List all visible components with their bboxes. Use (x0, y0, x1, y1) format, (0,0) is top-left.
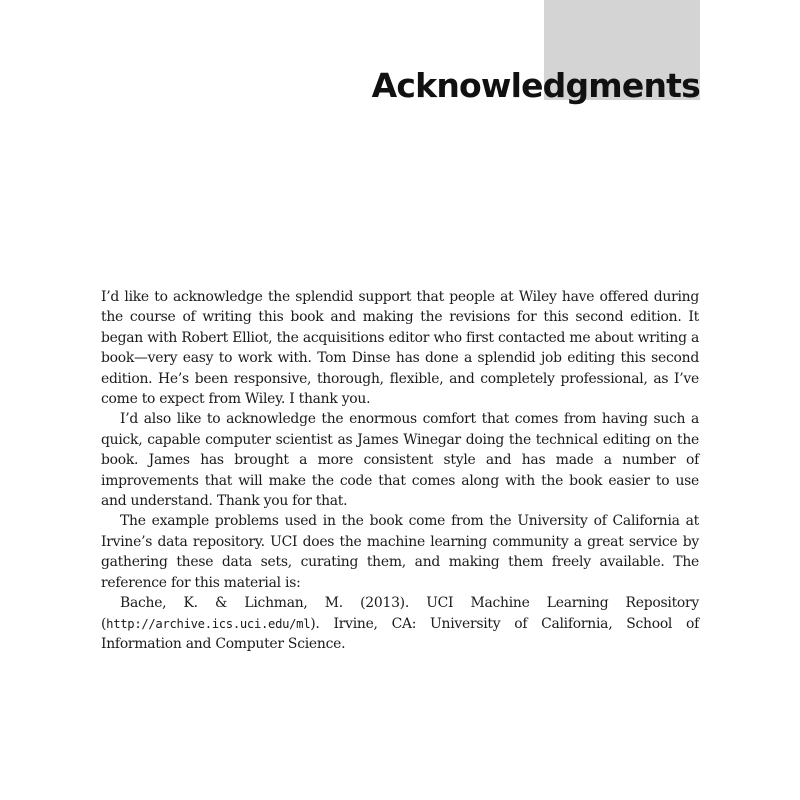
acknowledgments-body (101, 287, 699, 654)
chapter-title: Acknowledgments (371, 66, 700, 105)
repository-url: http://archive.ics.uci.edu/ml (106, 616, 311, 631)
citation-text-after-url: ). Irvine, CA: University of California, School of Information and Computer Science. (101, 615, 699, 652)
citation-text-before-url: Bache, K. & Lichman, M. (2013). UCI Machine Learning Repository ( (101, 595, 699, 632)
paragraph-3: The example problems used in the book come from the University of California at Irvine’s data repository. UCI does the machine learning community a great service by gathering these data sets, curating them, and making them freely available. The reference for this material is: (101, 513, 699, 591)
paragraph-1: I’d like to acknowledge the splendid support that people at Wiley have offered during the course of writing this book and making the revisions for this second edition. It began with Robert Elliot, the acquisitions editor who first contacted me about writing a book—very easy to work with. Tom Dinse has done a splendid job editing this second edition. He’s been responsive, thorough, flexible, and completely professional, as I’ve come to expect from Wiley. I thank you. (101, 289, 699, 408)
paragraph-2: I’d also like to acknowledge the enormous comfort that comes from having such a quick, capable computer scientist as James Winegar doing the technical editing on the book. James has brought a more consistent style and has made a number of improvements that will make the code that comes along with the book easier to use and understand. Thank you for that. (101, 411, 699, 510)
reference-citation (101, 593, 699, 654)
